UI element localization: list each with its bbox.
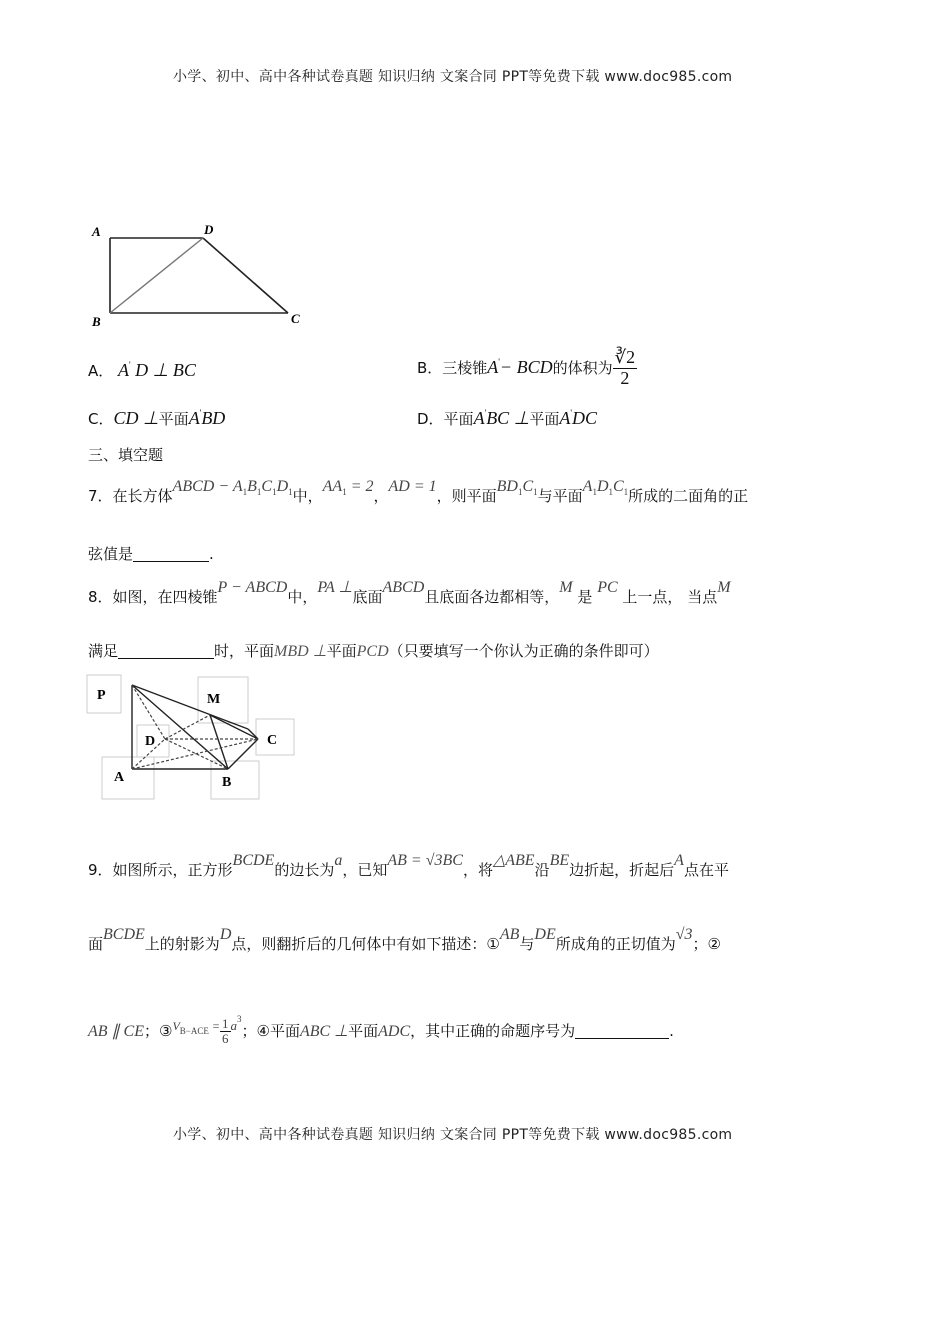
question-8-line-2: 满足 时，平面MBD ⊥平面PCD（只要填写一个你认为正确的条件即可） xyxy=(88,642,659,660)
question-9-line-2: 面BCDE上的射影为D点，则翻折后的几何体中有如下描述：①AB与DE所成角的正切值为√3；② xyxy=(88,926,721,953)
answer-blank-8[interactable] xyxy=(118,642,214,659)
page-header: 小学、初中、高中各种试卷真题 知识归纳 文案合同 PPT等免费下载 www.doc985.com xyxy=(173,69,733,85)
question-8-line-1: 8．如图，在四棱锥P − ABCD中，PA ⊥底面ABCD且底面各边都相等，M 是 PC 上一点， 当点M xyxy=(88,579,731,606)
label-m: M xyxy=(207,692,221,707)
label-c: C xyxy=(267,733,278,748)
pyramid-figure xyxy=(85,673,300,803)
option-d: D．平面A'BC ⊥平面A'DC xyxy=(417,408,598,428)
label-a: A xyxy=(92,224,101,239)
label-d: D xyxy=(145,734,156,749)
option-a: A． A' D ⊥ BC xyxy=(88,360,196,380)
option-b: B．三棱锥A'− BCD的体积为 $\frac{∛2}{2}$ xyxy=(417,347,636,388)
label-b: B xyxy=(222,775,232,790)
question-7-line-1: 7．在长方体ABCD − $A_1B_1C_1D_1$中，$AA_1 = 2$，AD = 1，则平面$BD_1C_1$与平面$A_1D_1C_1$所成的二面角的正 xyxy=(88,478,749,505)
label-b: B xyxy=(92,314,101,329)
label-d: D xyxy=(204,222,214,237)
label-p: P xyxy=(97,688,106,703)
answer-blank-9[interactable] xyxy=(575,1022,669,1039)
question-7-line-2: 弦值是 . xyxy=(88,545,214,563)
label-a: A xyxy=(114,770,125,785)
trapezoid-figure xyxy=(85,218,315,333)
label-c: C xyxy=(291,311,300,326)
question-9-line-3: AB ∥ CE；③$^{V_{B-ACE} =}$ $\frac{1}{6}$ $a^3$；④平面ABC ⊥平面ADC，其中正确的命题序号为 . xyxy=(88,1014,674,1046)
section-title: 三、填空题 xyxy=(88,446,164,464)
edge-dc xyxy=(203,238,288,313)
edge-bd xyxy=(110,238,203,313)
option-c: C．CD ⊥平面A'BD xyxy=(88,408,226,428)
answer-blank-7[interactable] xyxy=(133,545,209,562)
page-footer: 小学、初中、高中各种试卷真题 知识归纳 文案合同 PPT等免费下载 www.doc985.com xyxy=(173,1127,733,1143)
question-9-line-1: 9．如图所示，正方形BCDE的边长为a，已知AB = √3BC，将△ABE沿BE边折起，折起后A点在平 xyxy=(88,852,729,879)
